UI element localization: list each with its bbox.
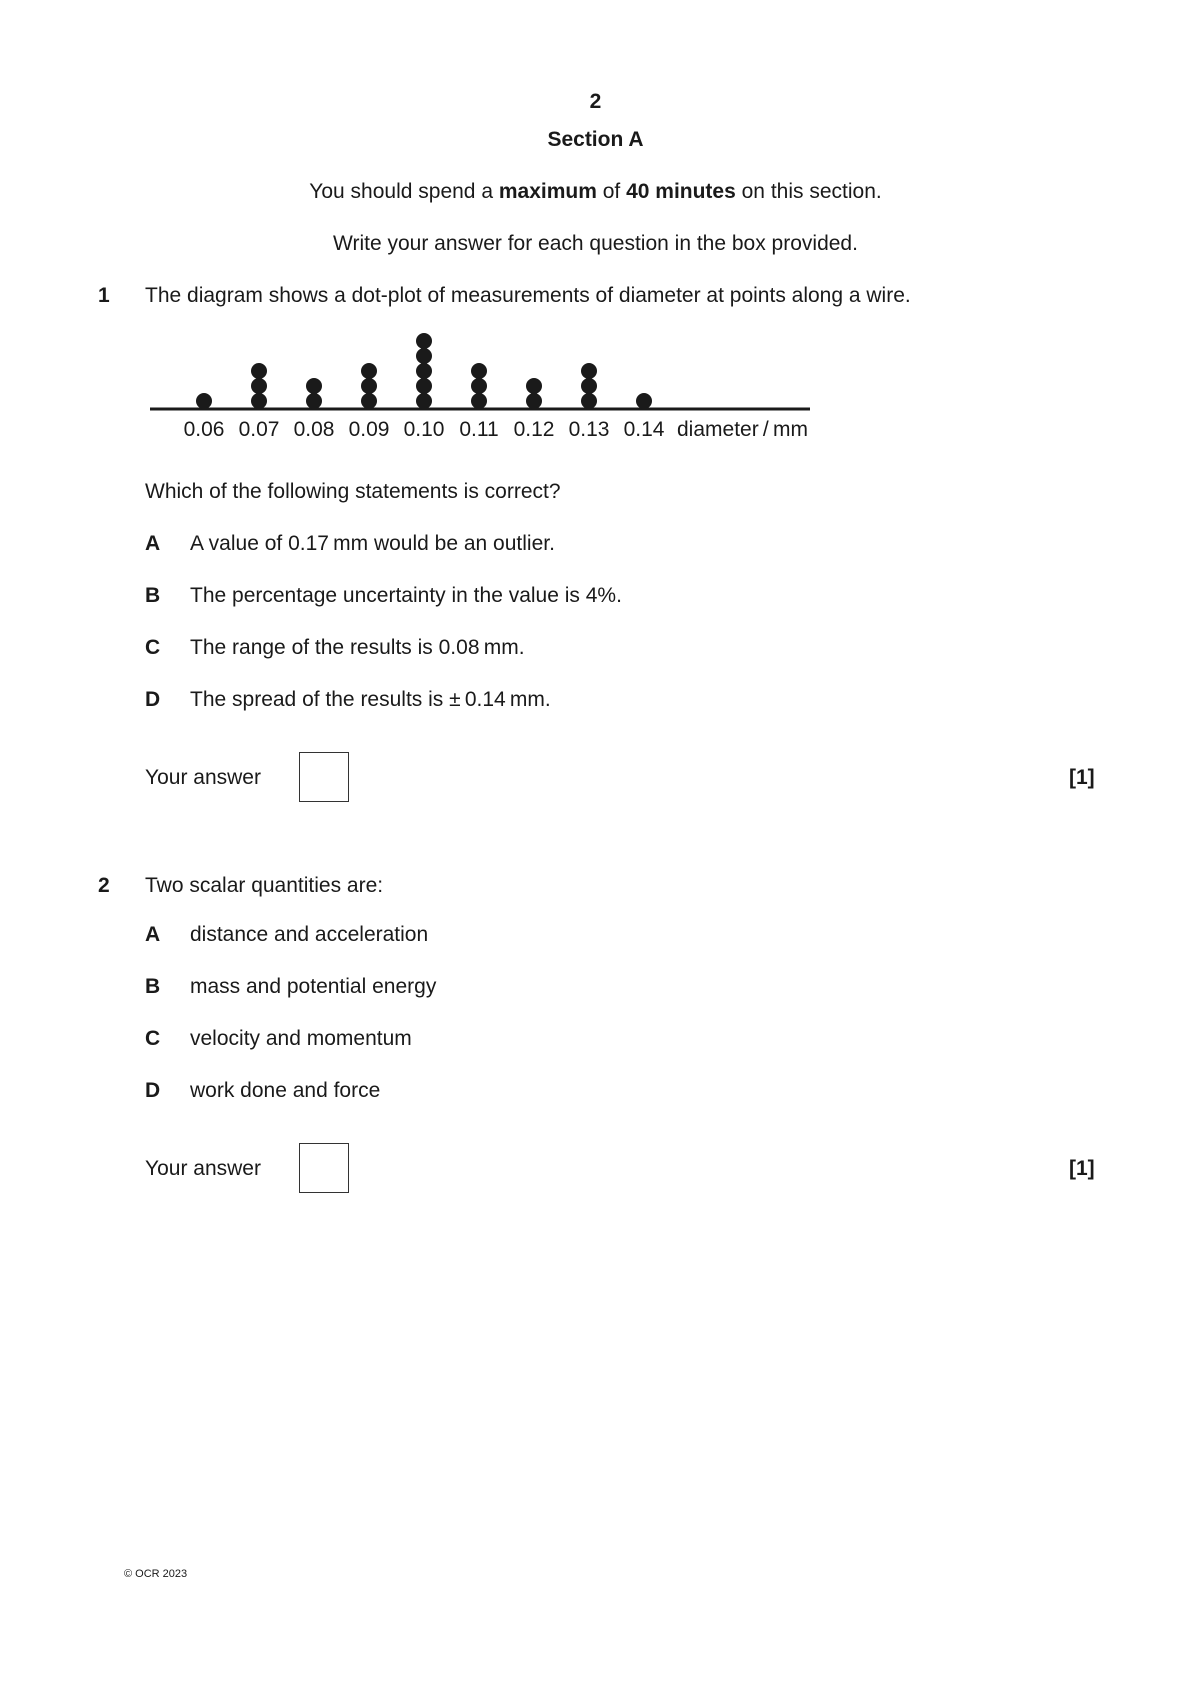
data-dot	[471, 378, 487, 394]
option-letter: A	[145, 532, 161, 555]
option-text: The spread of the results is ± 0.14 mm.	[190, 688, 551, 711]
data-dot	[416, 393, 432, 409]
option-letter: D	[145, 688, 161, 711]
question-number: 1	[98, 284, 110, 307]
instruction-text: of	[596, 180, 627, 203]
instruction-emphasis: maximum	[498, 180, 597, 203]
option-text: work done and force	[190, 1079, 381, 1102]
instruction-text: on this section.	[735, 180, 882, 203]
data-dot	[526, 378, 542, 394]
section-title: Section A	[547, 128, 644, 151]
answer-label: Your answer	[145, 766, 261, 789]
tick-label: 0.06	[183, 418, 225, 441]
data-dot	[196, 393, 212, 409]
data-dot	[251, 393, 267, 409]
data-dot	[581, 378, 597, 394]
option-letter: D	[145, 1079, 161, 1102]
data-dot	[416, 363, 432, 379]
question-stem: The diagram shows a dot-plot of measurements of diameter at points along a wire.	[145, 284, 911, 307]
data-dot	[471, 393, 487, 409]
tick-label: 0.10	[403, 418, 445, 441]
option-text: A value of 0.17 mm would be an outlier.	[190, 532, 555, 555]
answer-label: Your answer	[145, 1157, 261, 1180]
data-dot	[251, 378, 267, 394]
option-text: velocity and momentum	[190, 1027, 412, 1050]
option-text: The range of the results is 0.08 mm.	[190, 636, 525, 659]
time-instruction	[0, 180, 1191, 204]
axis-label: diameter / mm	[677, 418, 808, 441]
option-letter: C	[145, 636, 161, 659]
tick-label: 0.11	[459, 418, 499, 441]
data-dot	[471, 363, 487, 379]
page-number: 2	[589, 90, 602, 113]
data-dot	[306, 378, 322, 394]
question-stem: Two scalar quantities are:	[145, 874, 384, 897]
data-dot	[361, 363, 377, 379]
option-text: distance and acceleration	[190, 923, 429, 946]
data-dot	[361, 378, 377, 394]
instruction-emphasis: 40 minutes	[626, 180, 736, 203]
option-text: mass and potential energy	[190, 975, 437, 998]
data-dot	[416, 378, 432, 394]
question-prompt: Which of the following statements is correct?	[145, 480, 561, 503]
data-dot	[416, 333, 432, 349]
option-letter: B	[145, 584, 161, 607]
data-dot	[306, 393, 322, 409]
question-number: 2	[98, 874, 110, 897]
answer-box[interactable]	[299, 752, 349, 802]
copyright-footer: © OCR 2023	[124, 1568, 188, 1580]
tick-label: 0.12	[513, 418, 555, 441]
data-dot	[636, 393, 652, 409]
data-dot	[526, 393, 542, 409]
dot-plot-chart	[140, 325, 820, 445]
tick-label: 0.13	[568, 418, 610, 441]
option-letter: C	[145, 1027, 161, 1050]
dot-group	[196, 333, 652, 409]
data-dot	[416, 348, 432, 364]
option-text: The percentage uncertainty in the value is 4%.	[190, 584, 622, 607]
data-dot	[251, 363, 267, 379]
answer-instruction: Write your answer for each question in the box provided.	[333, 232, 858, 255]
tick-label-group	[184, 418, 665, 441]
marks-label: [1]	[1069, 766, 1095, 789]
data-dot	[361, 393, 377, 409]
tick-label: 0.09	[348, 418, 390, 441]
data-dot	[581, 393, 597, 409]
tick-label: 0.08	[293, 418, 335, 441]
option-letter: B	[145, 975, 161, 998]
option-letter: A	[145, 923, 161, 946]
data-dot	[581, 363, 597, 379]
tick-label: 0.14	[623, 418, 665, 441]
answer-box[interactable]	[299, 1143, 349, 1193]
tick-label: 0.07	[238, 418, 280, 441]
marks-label: [1]	[1069, 1157, 1095, 1180]
instruction-text: You should spend a	[309, 180, 499, 203]
